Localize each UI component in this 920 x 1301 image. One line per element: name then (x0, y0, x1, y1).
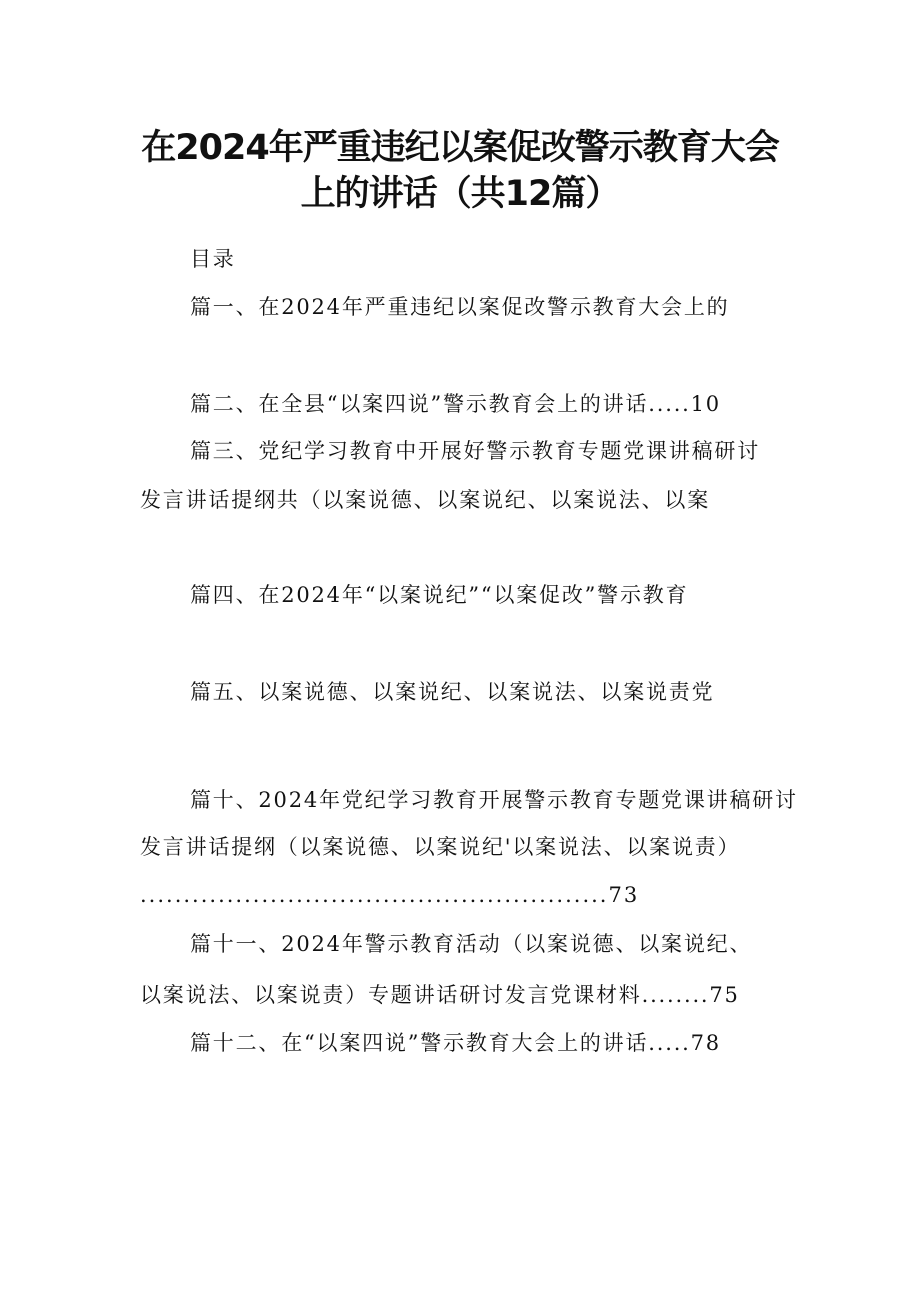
toc-entry-3: 篇三、党纪学习教育中开展好警示教育专题党课讲稿研讨 (190, 439, 760, 463)
toc-entry-5: 篇五、以案说德、以案说纪、以案说法、以案说责党 (190, 680, 715, 704)
toc-entry-10: 篇十、2024年党纪学习教育开展警示教育专题党课讲稿研讨 (190, 788, 798, 812)
document-title-line-1: 在2024年严重违纪以案促改警示教育大会 (141, 128, 779, 168)
toc-entry-10-continuation: 发言讲话提纲（以案说德、以案说纪'以案说法、以案说责） (140, 835, 741, 859)
toc-entry-2: 篇二、在全县“以案四说”警示教育会上的讲话.....10 (190, 392, 721, 416)
toc-entry-12: 篇十二、在“以案四说”警示教育大会上的讲话.....78 (190, 1031, 721, 1055)
toc-entry-10-leader: ......................................................73 (140, 883, 640, 907)
toc-heading: 目录 (190, 247, 236, 271)
toc-entry-3-continuation: 发言讲话提纲共（以案说德、以案说纪、以案说法、以案 (140, 488, 710, 512)
toc-entry-4: 篇四、在2024年“以案说纪”“以案促改”警示教育 (190, 583, 689, 607)
toc-entry-11: 篇十一、2024年警示教育活动（以案说德、以案说纪、 (190, 932, 753, 956)
toc-entry-1: 篇一、在2024年严重违纪以案促改警示教育大会上的 (190, 295, 730, 319)
document-title-line-2: 上的讲话（共12篇） (300, 174, 620, 214)
toc-entry-11-continuation: 以案说法、以案说责）专题讲话研讨发言党课材料........75 (140, 983, 740, 1007)
